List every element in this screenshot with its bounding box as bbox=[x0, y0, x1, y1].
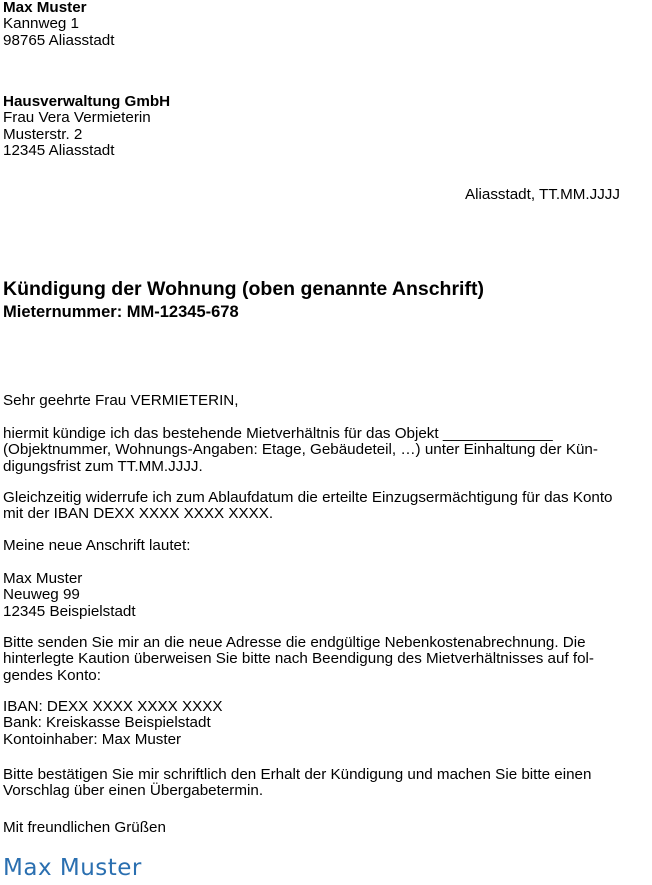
new-address bbox=[3, 571, 651, 620]
signature: Max Muster bbox=[3, 855, 142, 881]
sender-city: 98765 Aliasstadt bbox=[3, 31, 115, 49]
subject-title: Kündigung der Wohnung (oben genannte Anschrift) bbox=[3, 278, 484, 300]
paragraph-line: Vorschlag über einen Übergabetermin. bbox=[3, 782, 264, 800]
paragraph-line: digungsfrist zum TT.MM.JJJJ. bbox=[3, 457, 203, 475]
sender-name: Max Muster bbox=[3, 0, 87, 16]
recipient-contact: Frau Vera Vermieterin bbox=[3, 109, 151, 127]
confirmation-paragraph bbox=[3, 767, 651, 800]
paragraph-line: mit der IBAN DEXX XXXX XXXX XXXX. bbox=[3, 505, 274, 523]
new-address-name: Max Muster bbox=[3, 570, 83, 587]
recipient-company: Hausverwaltung GmbH bbox=[3, 93, 171, 110]
recipient-address bbox=[3, 94, 651, 160]
sender-address bbox=[3, 0, 651, 49]
paragraph-line: gendes Konto: bbox=[3, 666, 101, 684]
bank-name: Bank: Kreiskasse Beispielstadt bbox=[3, 714, 211, 732]
bank-iban: IBAN: DEXX XXXX XXXX XXXX bbox=[3, 698, 223, 715]
recipient-city: 12345 Aliasstadt bbox=[3, 142, 115, 160]
new-address-street: Neuweg 99 bbox=[3, 586, 80, 604]
account-holder: Kontoinhaber: Max Muster bbox=[3, 730, 182, 748]
termination-paragraph bbox=[3, 426, 651, 475]
closing bbox=[3, 820, 651, 836]
new-address-city: 12345 Beispielstadt bbox=[3, 602, 136, 620]
deposit-paragraph bbox=[3, 635, 651, 684]
subject-block bbox=[3, 278, 651, 322]
place-date: Aliasstadt, TT.MM.JJJJ bbox=[465, 186, 620, 203]
recipient-street: Musterstr. 2 bbox=[3, 125, 83, 143]
salutation bbox=[3, 393, 651, 409]
paragraph-line: Gleichzeitig widerrufe ich zum Ablaufdatum die erteilte Einzugsermächtigung für das Konto bbox=[3, 489, 613, 506]
salutation-text: Sehr geehrte Frau VERMIETERIN, bbox=[3, 392, 239, 409]
paragraph-line: (Objektnummer, Wohnungs-Angaben: Etage, Gebäudeteil, …) unter Einhaltung der Kün- bbox=[3, 441, 598, 459]
tenant-number: Mieternummer: MM-12345-678 bbox=[3, 303, 239, 321]
new-address-intro bbox=[3, 538, 651, 554]
paragraph-line: Bitte senden Sie mir an die neue Adresse die endgültige Nebenkostenabrechnung. Die bbox=[3, 634, 586, 651]
bank-details bbox=[3, 699, 651, 748]
paragraph-line: Bitte bestätigen Sie mir schriftlich den Erhalt der Kündigung und machen Sie bitte einen bbox=[3, 766, 592, 783]
closing-text: Mit freundlichen Grüßen bbox=[3, 819, 166, 836]
paragraph-line: hiermit kündige ich das bestehende Mietverhältnis für das Objekt _____________ bbox=[3, 425, 553, 442]
paragraph-line: Meine neue Anschrift lautet: bbox=[3, 537, 191, 554]
sender-street: Kannweg 1 bbox=[3, 15, 79, 33]
paragraph-line: hinterlegte Kaution überweisen Sie bitte nach Beendigung des Mietverhältnisses auf fol- bbox=[3, 650, 594, 668]
direct-debit-paragraph bbox=[3, 490, 651, 523]
